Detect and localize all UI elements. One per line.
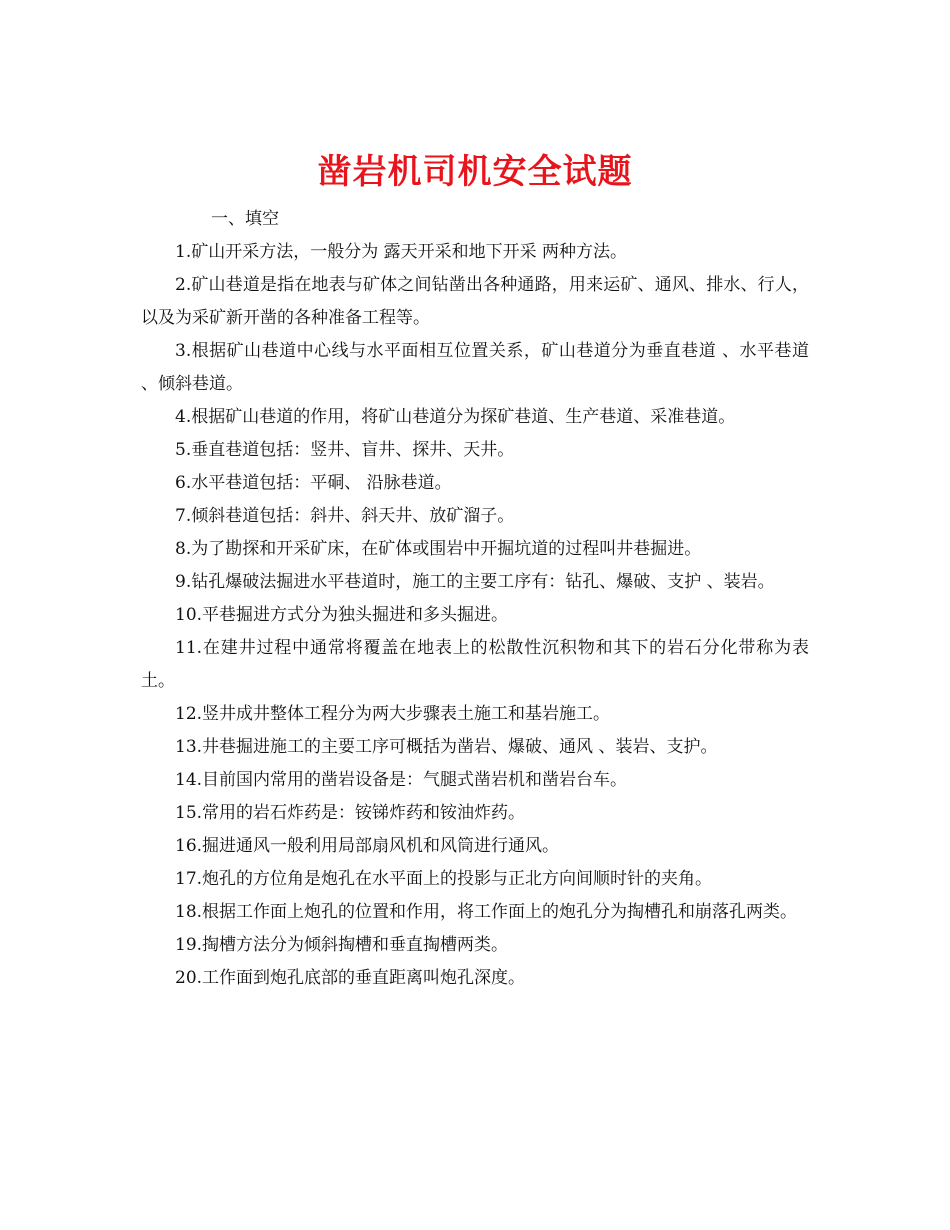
document-body [141, 203, 809, 995]
section-heading: 一、填空 [211, 209, 279, 229]
question-item: 1.矿山开采方法，一般分为 露天开采和地下开采 两种方法。 [175, 242, 628, 262]
question-item: 12.竖井成井整体工程分为两大步骤表土施工和基岩施工。 [175, 704, 611, 724]
question-item: 8.为了勘探和开采矿床，在矿体或围岩中开掘坑道的过程叫井巷掘进。 [175, 539, 702, 559]
question-item: 4.根据矿山巷道的作用，将矿山巷道分为探矿巷道、生产巷道、采准巷道。 [175, 407, 736, 427]
question-item: 14.目前国内常用的凿岩设备是：气腿式凿岩机和凿岩台车。 [175, 770, 628, 790]
document-title: 凿岩机司机安全试题 [317, 151, 633, 192]
question-item: 9.钻孔爆破法掘进水平巷道时，施工的主要工序有：钻孔、爆破、支护 、装岩。 [175, 572, 775, 592]
question-item: 19.掏槽方法分为倾斜掏槽和垂直掏槽两类。 [175, 935, 509, 955]
question-item: 18.根据工作面上炮孔的位置和作用，将工作面上的炮孔分为掏槽孔和崩落孔两类。 [175, 902, 798, 922]
question-item: 20.工作面到炮孔底部的垂直距离叫炮孔深度。 [175, 968, 526, 988]
question-item: 6.水平巷道包括：平硐、 沿脉巷道。 [175, 473, 452, 493]
question-item: 5.垂直巷道包括：竖井、盲井、探井、天井。 [175, 440, 515, 460]
question-item: 10.平巷掘进方式分为独头掘进和多头掘进。 [175, 605, 509, 625]
question-item: 3.根据矿山巷道中心线与水平面相互位置关系，矿山巷道分为垂直巷道 、水平巷道 、倾斜巷道。 [141, 341, 809, 394]
question-item: 11.在建井过程中通常将覆盖在地表上的松散性沉积物和其下的岩石分化带称为表土。 [141, 638, 809, 691]
question-item: 7.倾斜巷道包括：斜井、斜天井、放矿溜子。 [175, 506, 515, 526]
question-item: 15.常用的岩石炸药是：铵锑炸药和铵油炸药。 [175, 803, 526, 823]
question-item: 13.井巷掘进施工的主要工序可概括为凿岩、爆破、通风 、装岩、支护。 [175, 737, 718, 757]
question-item: 17.炮孔的方位角是炮孔在水平面上的投影与正北方向间顺时针的夹角。 [175, 869, 713, 889]
question-item: 16.掘进通风一般利用局部扇风机和风筒进行通风。 [175, 836, 560, 856]
question-item: 2.矿山巷道是指在地表与矿体之间钻凿出各种通路，用来运矿、通风、排水、行人，以及为采矿新开凿的各种准备工程等。 [141, 275, 809, 328]
